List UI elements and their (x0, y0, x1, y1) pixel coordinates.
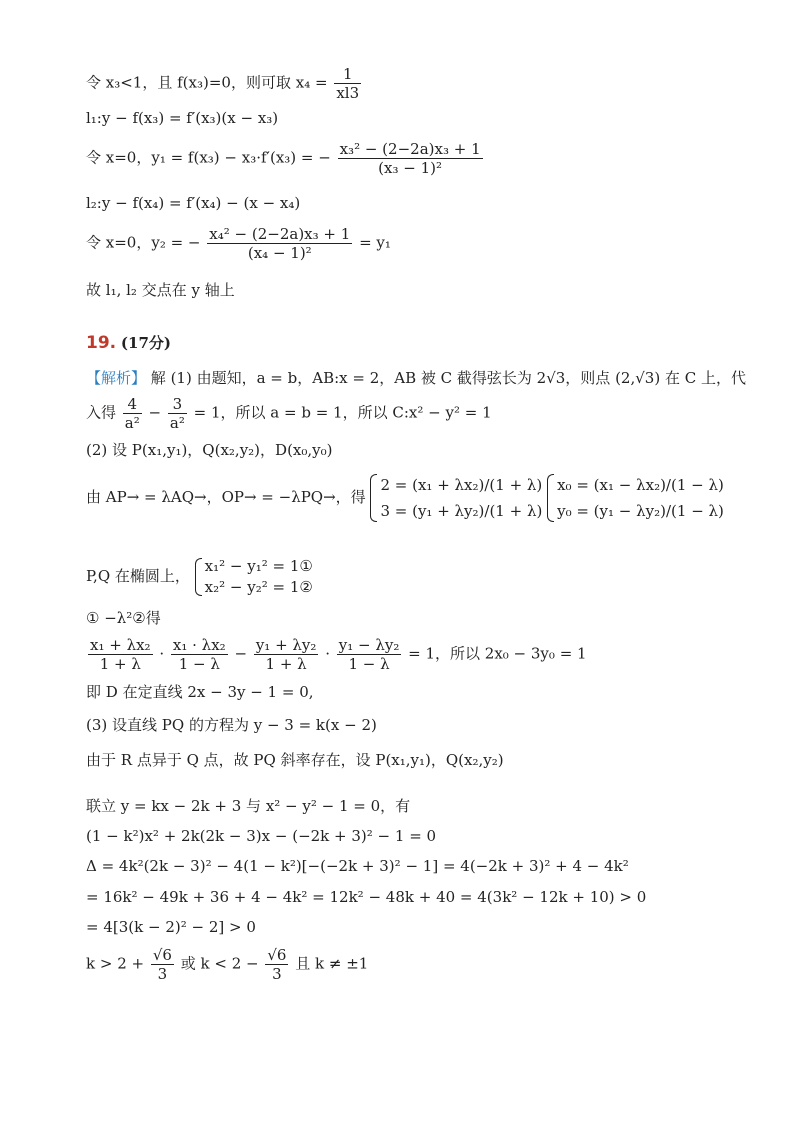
question-number: 19. (86, 333, 117, 353)
result-text: = 1，所以 2x₀ − 3y₀ = 1 (408, 644, 587, 663)
tangent-line-l2: l₂:y − f(x₄) = f′(x₄) − (x − x₄) (86, 194, 301, 212)
system-row: 3 = (y₁ + λy₂)/(1 + λ) (380, 502, 543, 520)
solution-line-3 (86, 140, 485, 177)
ellipse-text: P,Q 在椭圆上， (86, 567, 190, 585)
part3-text: k > 2 + (86, 954, 145, 973)
fraction (337, 636, 402, 673)
fraction-numerator: x₁ + λx₂ (90, 636, 151, 654)
fraction-numerator: y₁ + λy₂ (255, 636, 317, 654)
part3-line-7 (86, 917, 256, 937)
solution-text: 令 x₃<1，且 f(x₃)=0，则可取 x₄ = (86, 73, 328, 92)
solution-line-6 (86, 280, 235, 300)
fraction-denominator: a² (124, 414, 140, 432)
fraction-denominator: a² (169, 414, 185, 432)
fraction-numerator: 4 (123, 395, 142, 414)
system-row: 2 = (x₁ + λx₂)/(1 + λ) (380, 476, 543, 494)
fraction-denominator: 1 + λ (99, 655, 141, 673)
fraction-denominator: 3 (157, 965, 168, 983)
question-header (86, 333, 171, 353)
fraction (254, 636, 319, 673)
analysis-line-2 (86, 395, 492, 432)
part3-text: (3) 设直线 PQ 的方程为 y − 3 = k(x − 2) (86, 716, 377, 734)
discriminant-text: Δ = 4k²(2k − 3)² − 4(1 − k²)[−(−2k + 3)² − 1] = 4(−2k + 3)² + 4 − 4k² (86, 857, 629, 875)
analysis-text: = 1，所以 a = b = 1，所以 C:x² − y² = 1 (193, 403, 492, 422)
analysis-line-1 (86, 368, 746, 388)
fraction (334, 65, 361, 102)
fraction (88, 636, 153, 673)
part3-line-8 (86, 946, 368, 983)
fraction-numerator: y₁ − λy₂ (338, 636, 400, 654)
part2-intro (86, 440, 333, 460)
analysis-text: 解 (1) 由题知，a = b，AB:x = 2，AB 被 C 截得弦长为 2√3，则点 (2,√3) 在 C 上，代 (150, 369, 746, 387)
part3-line-6 (86, 887, 646, 907)
part3-line-1 (86, 715, 377, 735)
fraction (168, 395, 187, 432)
fraction-numerator: x₃² − (2−2a)x₃ + 1 (339, 140, 481, 158)
fraction (123, 395, 142, 432)
part3-line-2 (86, 750, 504, 770)
part3-line-3 (86, 796, 410, 816)
dot-operator: · (325, 644, 330, 663)
fraction-denominator: 1 − λ (178, 655, 220, 673)
part3-text: 或 k < 2 − (180, 954, 259, 973)
fraction (338, 140, 483, 177)
combine-text: ① −λ²②得 (86, 609, 161, 627)
analysis-text: 入得 (86, 403, 117, 422)
solution-text: 令 x=0，y₂ = − (86, 233, 201, 252)
system-row: x₂² − y₂² = 1② (204, 578, 313, 596)
fraction-numerator: x₄² − (2−2a)x₃ + 1 (209, 225, 351, 243)
tangent-line-l1: l₁:y − f(x₃) = f′(x₃)(x − x₃) (86, 109, 279, 127)
part3-text: 且 k ≠ ±1 (295, 954, 369, 973)
minus-sign: − (234, 644, 248, 663)
part2-combine (86, 608, 161, 628)
fraction-numerator: √6 (152, 946, 172, 964)
fraction-numerator: 3 (168, 395, 187, 414)
part2-vector-line (86, 472, 724, 524)
conclusion-text: 故 l₁, l₂ 交点在 y 轴上 (86, 281, 235, 299)
fraction-denominator: xl3 (336, 84, 360, 102)
solution-line-4 (86, 193, 300, 213)
equation-system-1 (370, 472, 542, 524)
solution-line-5 (86, 225, 391, 262)
fraction-denominator: 1 − λ (348, 655, 390, 673)
part3-text: = 16k² − 49k + 36 + 4 − 4k² = 12k² − 48k + 40 = 4(3k² − 12k + 10) > 0 (86, 888, 647, 906)
system-row: y₀ = (y₁ − λy₂)/(1 − λ) (557, 502, 724, 520)
fraction (151, 946, 174, 983)
part3-line-5 (86, 856, 629, 876)
part2-conclusion (86, 682, 314, 702)
fraction-denominator: (x₄ − 1)² (247, 244, 312, 262)
fraction-numerator: x₁ · λx₂ (172, 636, 226, 654)
part2-intro-text: (2) 设 P(x₁,y₁)，Q(x₂,y₂)，D(x₀,y₀) (86, 441, 333, 459)
fraction-denominator: 1 + λ (265, 655, 307, 673)
fraction-numerator: √6 (267, 946, 287, 964)
part3-text: (1 − k²)x² + 2k(2k − 3)x − (−2k + 3)² − 1 = 0 (86, 827, 437, 845)
part3-text: 由于 R 点异于 Q 点，故 PQ 斜率存在，设 P(x₁,y₁)，Q(x₂,y₂) (86, 751, 504, 769)
part3-line-4 (86, 826, 436, 846)
part2-ellipse-line (86, 556, 313, 598)
solution-text: 令 x=0，y₁ = f(x₃) − x₃·f′(x₃) = − (86, 148, 331, 167)
part3-text: 联立 y = kx − 2k + 3 与 x² − y² − 1 = 0，有 (86, 797, 411, 815)
solution-line-2 (86, 108, 278, 128)
question-points: (17分) (120, 334, 171, 352)
fraction (171, 636, 228, 673)
minus-sign: − (148, 403, 162, 422)
dot-operator: · (159, 644, 165, 663)
solution-line-1 (86, 65, 363, 102)
fraction-denominator: (x₃ − 1)² (378, 159, 443, 177)
fraction-numerator: 1 (334, 65, 361, 84)
equation-system-3 (195, 556, 313, 598)
vector-relation-text: 由 AP→ = λAQ→，OP→ = −λPQ→，得 (86, 488, 366, 506)
fraction (207, 225, 352, 262)
fraction (265, 946, 288, 983)
conclusion-text: 即 D 在定直线 2x − 3y − 1 = 0, (86, 683, 314, 701)
part2-product-line (86, 636, 587, 673)
system-row: x₀ = (x₁ − λx₂)/(1 − λ) (557, 476, 724, 494)
part3-text: = 4[3(k − 2)² − 2] > 0 (86, 918, 256, 936)
solution-text: = y₁ (359, 233, 391, 252)
system-row: x₁² − y₁² = 1① (204, 557, 313, 575)
fraction-denominator: 3 (272, 965, 282, 983)
equation-system-2 (547, 472, 724, 524)
analysis-tag: 【解析】 (86, 369, 147, 387)
